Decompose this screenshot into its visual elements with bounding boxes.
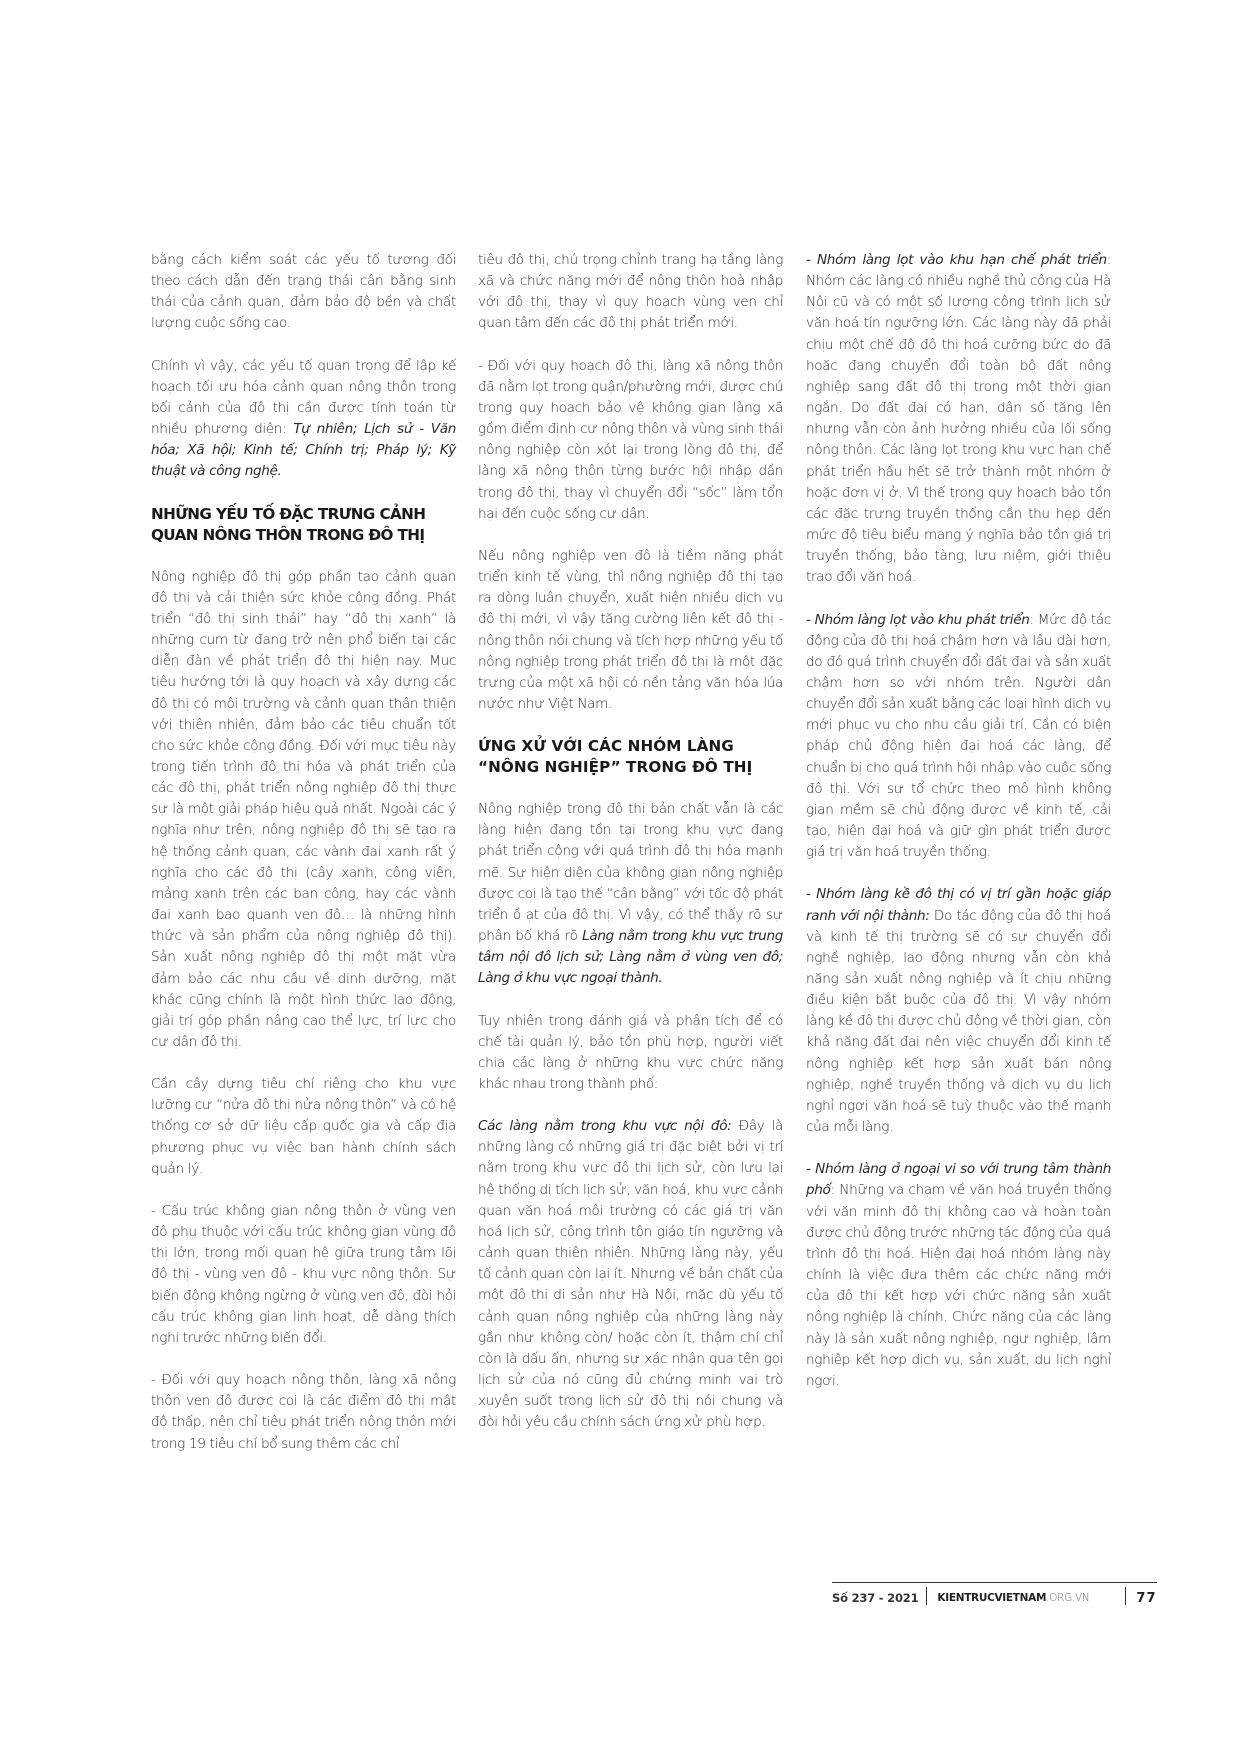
publication-name: KIENTRUCVIETNAM — [937, 1592, 1047, 1604]
paragraph: Nếu nông nghiệp ven đô là tiềm năng phát triển kinh tế vùng, thì nông nghiệp đô thị tạo ra dòng luân chuyển, xuất hiện nhiều dịch vụ đô thị mới, vì vậy tăng cường liên kết đô thị - nông thôn nói chung và tích hợp những yếu tố nông nghiệp trong phát triển đô thị là một đặc trưng của một xã hội có nền tảng văn hóa lúa nước như Việt Nam. — [478, 547, 783, 712]
issue-number: Số 237 - 2021 — [832, 1591, 919, 1605]
paragraph: - Đối với quy hoạch nông thôn, làng xã nông thôn ven đô được coi là các điểm đô thị mật độ thấp, nên chỉ tiêu phát triển nông thôn mới trong 19 tiêu chí bổ sung thêm các chỉ — [151, 1372, 456, 1452]
paragraph-italic-text: - Nhóm làng lọt vào khu phát triển — [806, 611, 1030, 628]
paragraph — [806, 610, 1111, 864]
paragraph-italic-text: - Nhóm làng lọt vào khu hạn chế phát triển — [806, 252, 1107, 268]
paragraph: bằng cách kiểm soát các yếu tố tương đối theo cách dẫn đến trạng thái cân bằng sinh thái của cảnh quan, đảm bảo độ bền và chất lượng cuộc sống cao. — [151, 252, 456, 332]
paragraph: - Đối với quy hoạch đô thị, làng xã nông thôn đã nằm lọt trong quận/phường mới, được chú trọng quy hoạch bảo vệ không gian làng xã gồm điểm định cư nông thôn và vùng sinh thái nông nghiệp còn xót lại trong lòng đô thị, để làng xã nông thôn từng bước hội nhập dần trong đô thị, thay vì chuyển đổi “sốc” làm tổn hại đến cuộc sống cư dân. — [478, 357, 783, 522]
paragraph-text: Do tác động của đô thị hoá và kinh tế thị trường sẽ có sự chuyển đổi nghề nghiệp, lao động nhưng vẫn còn khả năng sản xuất nông nghiệp và ít chịu những điều kiện bắt buộc của đô thị. Vì vậy nhóm làng kề đô thị được chủ động về thời gian, còn khả năng đất đai nên việc chuyển đổi kinh tế nông nghiệp kết hợp sản xuất bán nông nghiệp, nghề truyền thống và dịch vụ du lịch nghỉ ngơi văn hoá sẽ tuỳ thuộc vào thế mạnh của mỗi làng. — [806, 907, 1111, 1136]
page-footer — [832, 1585, 1157, 1611]
section-heading: ỨNG XỬ VỚI CÁC NHÓM LÀNG “NÔNG NGHIỆP” TRONG ĐÔ THỊ — [478, 737, 753, 777]
paragraph-text: Nông nghiệp trong đô thị bản chất vẫn là các làng hiện đang tồn tại trong khu vực đang phát triển cộng với quá trình đô thị hóa mạnh mẽ. Sự hiện diện của không gian nông nghiệp được coi là tạo thế “cân bằng” với tốc độ phát triển ồ ạt của đô thị. Vì vậy, có thể thấy rõ sự phân bố khá rõ — [478, 801, 783, 945]
paragraph-text: Đây là những làng có những giá trị đặc biệt bởi vị trí nằm trong khu vực đô thị lịch sử, còn lưu lại hệ thống di tích lịch sử, văn hoá, khu vực cảnh quan văn hoá môi trường có các giá trị văn hoá lịch sử, công trình tôn giáo tín ngưỡng và cảnh quan thiên nhiên. Những làng này, yếu tố cảnh quan còn lại ít. Nhưng về bản chất của một đô thị di sản như Hà Nội, mặc dù yếu tố cảnh quan nông nghiệp của những làng này gần như không còn/ hoặc còn ít, thậm chí chỉ còn là dấu ấn, nhưng sự xác nhận qua tên gọi lịch sử của nó cũng đủ chứng minh vai trò xuyên suốt trong lịch sử đô thị nói chung và đòi hỏi yêu cầu chính sách ứng xử phù hợp. — [478, 1118, 783, 1431]
paragraph-italic-text: - Nhóm làng ở ngoại vi so với trung tâm thành phố — [806, 1161, 1111, 1199]
paragraph-italic-text: Tự nhiên; Lịch sử - Văn hóa; Xã hội; Kinh tế; Chính trị; Pháp lý; Kỹ thuật và công nghệ. — [151, 421, 456, 480]
page-number: 77 — [1136, 1590, 1157, 1606]
publication-domain: .ORG.VN — [1046, 1592, 1090, 1604]
article-column-1 — [151, 250, 456, 1455]
paragraph — [806, 884, 1111, 1138]
publication-website — [927, 1592, 1125, 1604]
section-heading: NHỮNG YẾU TỐ ĐẶC TRƯNG CẢNH QUAN NÔNG THÔN TRONG ĐÔ THỊ — [151, 504, 426, 544]
paragraph: Tuy nhiên trong đánh giá và phân tích để có chế tài quản lý, bảo tồn phù hợp, người viết chia các làng ở những khu vực chức năng khác nhau trong thành phố: — [478, 1012, 783, 1092]
paragraph-italic-text: Làng nằm trong khu vực trung tâm nội đô lịch sử; Làng nằm ở vùng ven đô; Làng ở khu vực ngoại thành. — [478, 928, 783, 987]
paragraph — [806, 1159, 1111, 1392]
paragraph-italic-text: - Nhóm làng kề đô thị có vị trí gần hoặc giáp ranh với nội thành: — [806, 886, 1111, 924]
paragraph: Nông nghiệp đô thị góp phần tạo cảnh quan đô thị và cải thiện sức khỏe cộng đồng. Phát triển “đô thị sinh thái” hay “đô thị xanh” là những cụm từ đang trở nên phổ biến tại các diễn đàn về phát triển đô thị hiện nay. Mục tiêu hướng tới là quy hoạch và xây dựng các đô thị có môi trường và cảnh quan thân thiện với thiên nhiên, đảm bảo các tiêu chuẩn tốt cho sức khỏe cộng đồng. Đối với mục tiêu này trong tiến trình đô thị hóa và phát triển của các đô thị, phát triển nông nghiệp đô thị thực sự là một giải pháp hiệu quả nhất. Ngoài các ý nghĩa như trên, nông nghiệp đô thị sẽ tạo ra hệ thống cảnh quan, các vành đai xanh rất ý nghĩa cho các đô thị (cây xanh, công viên, mảng xanh trên các ban công, hay các vành đai xanh bao quanh ven đô… là những hình thức và sản phẩm của nông nghiệp đô thị). Sản xuất nông nghiệp đô thị một mặt vừa đảm bảo các nhu cầu về dinh dưỡng, mặt khác cũng chính là một hình thức lao động, giải trí góp phần nâng cao thể lực, trí lực cho cư dân đô thị. — [151, 568, 456, 1050]
paragraph: - Cấu trúc không gian nông thôn ở vùng ven đô phụ thuộc với cấu trúc không gian vùng đô thị lớn, trong mối quan hệ giữa trung tâm lõi đô thị - vùng ven đô - khu vực nông thôn. Sự biến động không ngừng ở vùng ven đô, đòi hỏi cấu trúc không gian linh hoạt, dễ dàng thích nghi trước những biến đổi. — [151, 1202, 456, 1346]
article-column-2 — [478, 250, 783, 1434]
paragraph — [478, 799, 783, 989]
paragraph — [151, 356, 456, 483]
paragraph-text: Chính vì vậy, các yếu tố quan trọng để lập kế hoạch tối ưu hóa cảnh quan nông thôn trong bối cảnh của đô thị cần được tính toán từ nhiều phương diện: — [151, 357, 456, 438]
footer-rule — [832, 1582, 1157, 1583]
paragraph-text: : Những va chạm về văn hoá truyền thống với văn minh đô thị không cao và hoàn toàn được chủ động trước những tác động của quá trình đô thị hoá. Hiện đại hoá nhóm làng này chính là việc đưa thêm các chức năng mới của đô thị kết hợp với chức năng sản xuất nông nghiệp là chính. Chức năng của các làng này là sản xuất nông nghiệp, ngư nghiệp, lâm nghiệp kết hợp dịch vụ, sản xuất, du lịch nghỉ ngơi. — [806, 1182, 1111, 1389]
paragraph: Cần cây dựng tiêu chí riêng cho khu vực lưỡng cư “nửa đô thị nửa nông thôn” và có hệ thống cơ sở dữ liệu cấp quốc gia và cấp địa phương phục vụ việc ban hành chính sách quản lý. — [151, 1076, 456, 1177]
paragraph-text: : Mức độ tác động của đô thị hoá chậm hơn và lâu dài hơn, do đó quá trình chuyển đổi đất đai và sản xuất chậm hơn so với nhóm trên. Người dân chuyển đổi sản xuất bằng các loại hình dịch vụ mới phục vụ cho nhu cầu giải trí. Cần có biện pháp chủ động hiện đại hoá các làng, để chuẩn bị cho quá trình hội nhập vào cuộc sống đô thị. Với sự tổ chức theo mô hình không gian mềm sẽ chủ động được về kinh tế, cải tạo, hiện đại hoá và giữ gìn phát triển được giá trị văn hoá truyền thống. — [806, 611, 1111, 861]
paragraph — [478, 1116, 783, 1433]
paragraph: tiêu đô thị, chú trọng chỉnh trang hạ tầng làng xã và chức năng mới để nông thôn hoà nhập với đô thị, thay vì quy hoạch vùng ven chỉ quan tâm đến các đô thị phát triển mới. — [478, 252, 783, 332]
article-column-3 — [806, 250, 1111, 1392]
paragraph-italic-text: Các làng nằm trong khu vực nội đô: — [478, 1118, 732, 1135]
paragraph — [806, 250, 1111, 589]
paragraph-text: : Nhóm các làng có nhiều nghề thủ công của Hà Nội cũ và có một số lượng công trình lịch sử văn hoá tín ngưỡng lớn. Các làng này đã phải chịu một chế độ đô thị hoá cưỡng bức do đã hoặc đang chuyển đổi toàn bộ đất nông nghiệp sang đất đô thị trong một thời gian ngắn. Do đất đai có hạn, dân số tăng lên nhưng vẫn còn ảnh hưởng nhiều của lối sống nông thôn. Các làng lọt trong khu vực hạn chế phát triển hầu hết sẽ trở thành một nhóm ở hoặc đơn vị ở. Vì thế trong quy hoạch bảo tồn các đặc trưng truyền thống cần thu hẹp đến mức độ tiêu biểu mang ý nghĩa bảo tồn giá trị truyền thống, bảo tàng, lưu niệm, giới thiệu trao đổi văn hoá. — [806, 252, 1111, 586]
